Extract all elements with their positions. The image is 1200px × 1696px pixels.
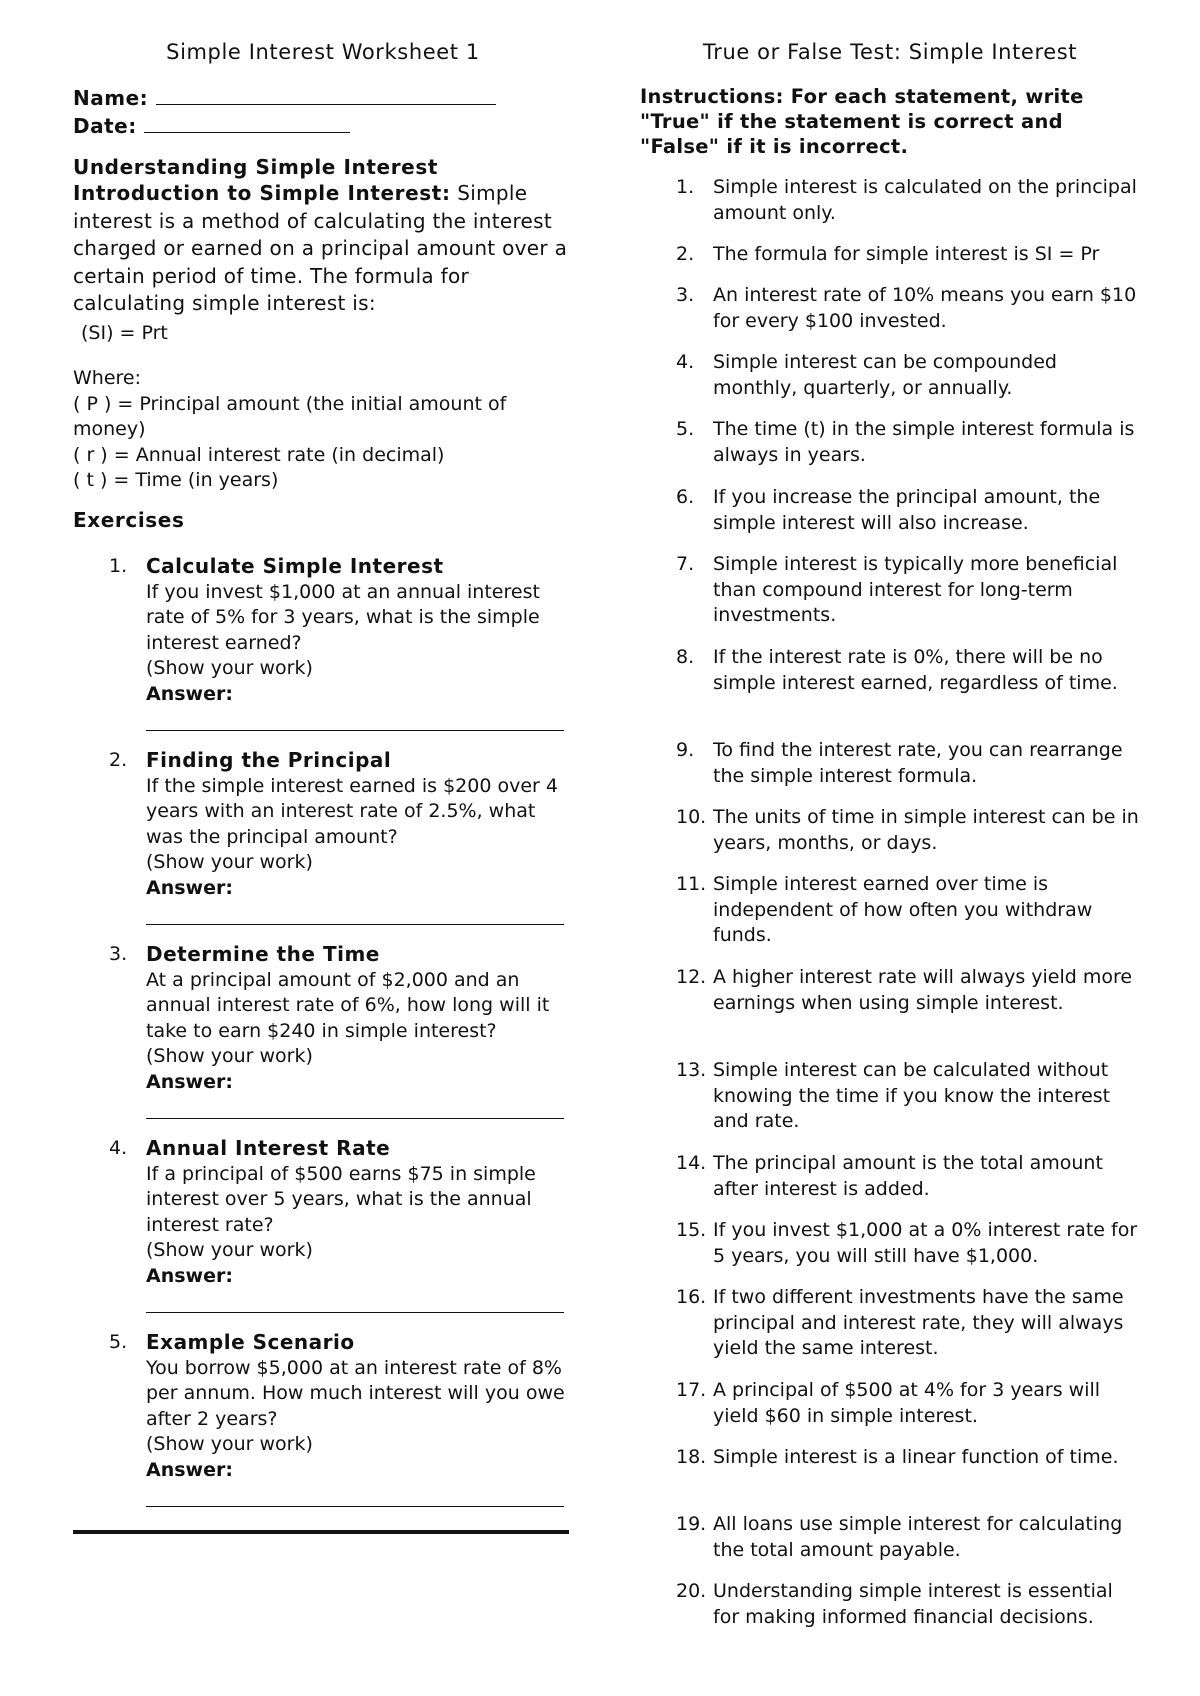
exercise-number: 5. — [109, 1331, 128, 1353]
where-principal: ( P ) = Principal amount (the initial amount of money) — [73, 392, 507, 440]
statement-text: If you increase the principal amount, the simple interest will also increase. — [713, 486, 1101, 534]
statement-text: A principal of $500 at 4% for 3 years will yield $60 in simple interest. — [713, 1379, 1101, 1427]
exercise-show-work: (Show your work) — [146, 851, 313, 873]
formula: (SI) = Prt — [81, 322, 168, 344]
where-rate: ( r ) = Annual interest rate (in decimal) — [73, 443, 445, 466]
statement-number: 20. — [676, 1580, 707, 1602]
exercise-show-work: (Show your work) — [146, 1045, 313, 1067]
exercise-number: 4. — [109, 1137, 128, 1159]
intro-text: Simple interest is a method of calculating the interest charged or earned on a principal amount over a certain period of time. The formula for calculating simple interest is: — [73, 181, 568, 315]
statement-text: Simple interest is a linear function of time. — [713, 1446, 1119, 1468]
exercise-text: You borrow $5,000 at an interest rate of 8% per annum. How much interest will you owe after 2 years? — [146, 1356, 565, 1430]
exercise-number: 2. — [109, 749, 128, 771]
exercise-answer-label: Answer: — [146, 1070, 233, 1093]
name-blank[interactable] — [156, 84, 496, 105]
statement-text: A higher interest rate will always yield more earnings when using simple interest. — [713, 966, 1133, 1014]
statement-number: 17. — [676, 1379, 707, 1401]
exercise-answer-label: Answer: — [146, 682, 233, 705]
statement-text: Simple interest is calculated on the principal amount only. — [713, 176, 1137, 224]
exercises-heading: Exercises — [73, 508, 185, 532]
statement-text: All loans use simple interest for calculating the total amount payable. — [713, 1513, 1123, 1561]
answer-line[interactable] — [146, 1312, 564, 1313]
date-field — [73, 112, 350, 138]
statement-number: 9. — [676, 739, 695, 761]
statement-text: Simple interest is typically more beneficial than compound interest for long-term investments. — [713, 553, 1118, 626]
statement-number: 10. — [676, 806, 707, 828]
worksheet-title: Simple Interest Worksheet 1 — [166, 40, 480, 64]
exercise-show-work: (Show your work) — [146, 657, 313, 679]
statement-number: 16. — [676, 1286, 707, 1308]
exercise-number: 3. — [109, 943, 128, 965]
exercise-show-work: (Show your work) — [146, 1239, 313, 1261]
section-heading: Understanding Simple Interest — [73, 155, 439, 179]
name-label: Name: — [73, 86, 149, 110]
statement-number: 7. — [676, 553, 695, 575]
exercise-show-work: (Show your work) — [146, 1433, 313, 1455]
statement-number: 19. — [676, 1513, 707, 1535]
where-time: ( t ) = Time (in years) — [73, 469, 279, 491]
statement-number: 12. — [676, 966, 707, 988]
exercise-number: 1. — [109, 555, 128, 577]
statement-number: 14. — [676, 1152, 707, 1174]
exercise-text: If a principal of $500 earns $75 in simple interest over 5 years, what is the annual interest rate? — [146, 1162, 536, 1236]
statement-text: The formula for simple interest is SI = Pr — [713, 243, 1100, 265]
test-title: True or False Test: Simple Interest — [702, 40, 1078, 64]
statement-number: 5. — [676, 418, 695, 440]
statement-number: 1. — [676, 176, 695, 198]
statement-number: 4. — [676, 351, 695, 373]
answer-line[interactable] — [146, 730, 564, 731]
statement-text: The units of time in simple interest can be in years, months, or days. — [713, 806, 1139, 854]
answer-line[interactable] — [146, 1118, 564, 1119]
date-blank[interactable] — [144, 112, 350, 133]
statement-number: 6. — [676, 486, 695, 508]
statement-text: Simple interest earned over time is independent of how often you withdraw funds. — [713, 873, 1093, 946]
intro-bold-label: Introduction to Simple Interest: — [73, 181, 451, 205]
exercise-answer-label: Answer: — [146, 1264, 233, 1287]
exercise-text: At a principal amount of $2,000 and an annual interest rate of 6%, how long will it take to earn $240 in simple interest? — [146, 968, 550, 1042]
statement-number: 15. — [676, 1219, 707, 1241]
statement-text: Understanding simple interest is essential for making informed financial decisions. — [713, 1580, 1113, 1628]
answer-line[interactable] — [146, 1506, 564, 1507]
answer-line[interactable] — [146, 924, 564, 925]
where-block — [73, 366, 573, 494]
statement-text: To find the interest rate, you can rearrange the simple interest formula. — [713, 739, 1123, 787]
statement-text: If the interest rate is 0%, there will be no simple interest earned, regardless of time. — [713, 646, 1118, 694]
exercise-text: If you invest $1,000 at an annual interest rate of 5% for 3 years, what is the simple interest earned? — [146, 580, 540, 654]
exercise-answer-label: Answer: — [146, 876, 233, 899]
where-label: Where: — [73, 367, 142, 389]
date-label: Date: — [73, 114, 137, 138]
statement-number: 11. — [676, 873, 707, 895]
statement-number: 18. — [676, 1446, 707, 1468]
statement-number: 13. — [676, 1059, 707, 1081]
instructions: Instructions: For each statement, write "True" if the statement is correct and "False" if it is incorrect. — [640, 85, 1084, 158]
exercise-title: Annual Interest Rate — [146, 1136, 391, 1160]
statement-number: 2. — [676, 243, 695, 265]
statement-text: The time (t) in the simple interest formula is always in years. — [713, 418, 1135, 466]
intro-paragraph — [73, 180, 573, 318]
name-field — [73, 84, 496, 110]
statement-text: Simple interest can be compounded monthly, quarterly, or annually. — [713, 351, 1057, 399]
exercise-title: Example Scenario — [146, 1330, 355, 1354]
exercise-title: Finding the Principal — [146, 748, 392, 772]
statement-number: 8. — [676, 646, 695, 668]
end-divider — [73, 1530, 569, 1534]
statement-text: The principal amount is the total amount after interest is added. — [713, 1152, 1103, 1200]
statement-text: If you invest $1,000 at a 0% interest rate for 5 years, you will still have $1,000. — [713, 1219, 1138, 1267]
statement-text: If two different investments have the same principal and interest rate, they will always yield the same interest. — [713, 1286, 1124, 1359]
statement-text: Simple interest can be calculated without knowing the time if you know the interest and rate. — [713, 1059, 1111, 1132]
statement-number: 3. — [676, 284, 695, 306]
exercise-answer-label: Answer: — [146, 1458, 233, 1481]
exercise-text: If the simple interest earned is $200 over 4 years with an interest rate of 2.5%, what was the principal amount? — [146, 774, 558, 848]
exercise-title: Determine the Time — [146, 942, 380, 966]
statement-text: An interest rate of 10% means you earn $10 for every $100 invested. — [713, 284, 1137, 332]
exercise-title: Calculate Simple Interest — [146, 554, 444, 578]
